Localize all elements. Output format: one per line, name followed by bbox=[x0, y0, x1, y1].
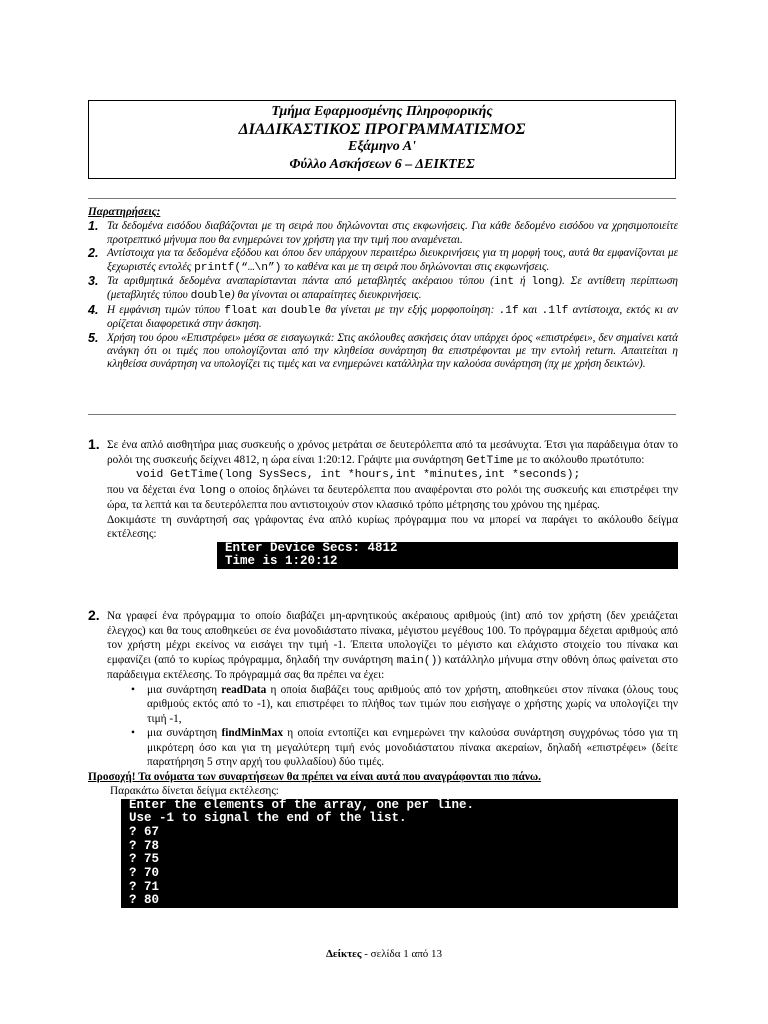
exercise-text: που να δέχεται ένα bbox=[107, 483, 199, 496]
function-name: findMinMax bbox=[221, 727, 283, 739]
department-title: Τμήμα Εφαρμοσμένης Πληροφορικής bbox=[271, 104, 493, 119]
note-text: Χρήση του όρου «Επιστρέφει» μέσα σε εισαγωγικά: Στις ακόλουθες ασκήσεις όταν υπάρχει όρος «επιστρέφει», δεν σημαίνει κατά ανάγκη ότι οι τιμές που υπολογίζονται από την κληθείσα συνάρτηση θα επιστρέφονται με την εντολή return. Απαιτείται η κληθείσα συνάρτηση να υπολογίζει τις τιμές και να ενημερώνει κατάλληλα την καλούσα συνάρτηση (πχ με χρήση δεικτών). bbox=[107, 331, 678, 371]
note-number: 4. bbox=[88, 302, 99, 317]
inline-code: int bbox=[493, 276, 515, 289]
requirement-item bbox=[107, 683, 678, 727]
exercise-paragraph bbox=[107, 609, 678, 683]
inline-code: printf(“…\n”) bbox=[194, 261, 282, 274]
semester-label: Εξάμηνο Α' bbox=[348, 139, 416, 154]
note-text-part: και bbox=[518, 303, 542, 316]
function-prototype: void GetTime(long SysSecs, int *hours,int *minutes,int *seconds); bbox=[136, 469, 581, 481]
note-item bbox=[88, 332, 678, 372]
terminal-line: ? 78 bbox=[129, 838, 160, 853]
inline-code: .1f bbox=[498, 304, 519, 317]
note-text: Τα δεδομένα εισόδου διαβάζονται με τη σειρά που δηλώνονται στις εκφωνήσεις. Για κάθε δεδομένο εισόδου να χρησιμοποιείτε προτρεπτικό μήνυμα που θα ενημερώνει τον χρήστη για την τιμή που αναμένεται. bbox=[107, 220, 678, 246]
sheet-title: Φύλλο Ασκήσεων 6 – ΔΕΙΚΤΕΣ bbox=[289, 156, 475, 172]
function-requirements bbox=[107, 683, 678, 770]
function-name: readData bbox=[221, 683, 267, 696]
note-text-part: το καθένα και με τη σειρά που δηλώνονται στις εκφωνήσεις. bbox=[281, 260, 550, 273]
divider-bottom bbox=[88, 414, 676, 415]
exercise-text: ο οποίος δηλώνει τα δευτερόλεπτα που αναφέρονται στο ρολόι της συσκευής και επιστρέφει την ώρα, τα λεπτά και τα δευτερόλεπτα που αντιστοιχούν στον κλασικό τρόπο μέτρησης του χρόνου της ημέρας. bbox=[107, 483, 678, 511]
terminal-line: ? 67 bbox=[129, 824, 160, 839]
inline-code: long bbox=[531, 276, 559, 289]
note-text-part: Αντίστοιχα για τα δεδομένα εξόδου και όπου δεν υπάρχουν περαιτέρω διευκρινήσεις για τη μορφή τους, αυτά θα εμφανίζονται με ξεχωριστές εντολές bbox=[107, 247, 678, 273]
requirement-text: η οποία διαβάζει τους αριθμούς από τον χρήστη, αποθηκεύει στον πίνακα (όλους τους αριθμούς εκτός από το -1), και επιστρέφει το πλήθος των τιμών που εισήγαγε ο χρήστης χωρίς να υπολογίζει την τιμή -1, bbox=[147, 683, 678, 725]
note-text-part: αντίστοιχα, εκτός κι αν ορίζεται διαφορετικά στην άσκηση. bbox=[107, 303, 679, 331]
inline-code: double bbox=[280, 304, 321, 317]
note-text bbox=[107, 247, 678, 275]
note-text-part: Η εμφάνιση τιμών τύπου bbox=[107, 303, 225, 316]
note-text-part: θα γίνεται με την εξής μορφοποίηση: bbox=[320, 303, 499, 316]
note-number: 2. bbox=[88, 246, 99, 261]
warning-note: Προσοχή! Τα ονόματα των συναρτήσεων θα πρέπει να είναι αυτά που αναγράφονται πιο πάνω. bbox=[88, 770, 541, 783]
terminal-line: Enter the elements of the array, one per line. bbox=[129, 797, 475, 812]
requirement-text: μια συνάρτηση bbox=[147, 727, 222, 739]
inline-code: GetTime bbox=[466, 454, 514, 467]
inline-code: long bbox=[198, 484, 226, 497]
note-item bbox=[88, 275, 678, 304]
inline-code: .1lf bbox=[541, 304, 569, 317]
title-box bbox=[88, 100, 676, 179]
exercise-paragraph bbox=[107, 483, 678, 513]
note-number: 1. bbox=[88, 219, 99, 234]
terminal-output bbox=[217, 542, 678, 569]
note-text-part: ). Σε αντίθετη περίπτωση (μεταβλητές τύπου bbox=[107, 275, 678, 302]
terminal-output bbox=[121, 799, 678, 909]
note-number: 3. bbox=[88, 274, 99, 289]
bullet-icon: • bbox=[131, 683, 135, 696]
terminal-line: Use -1 to signal the end of the list. bbox=[129, 811, 407, 826]
terminal-line: ? 71 bbox=[129, 879, 160, 894]
sample-intro: Παρακάτω δίνεται δείγμα εκτέλεσης: bbox=[110, 785, 279, 797]
terminal-line: ? 80 bbox=[129, 893, 160, 908]
terminal-sample bbox=[217, 542, 678, 569]
terminal-line: ? 75 bbox=[129, 852, 160, 867]
exercise-paragraph: Δοκιμάστε τη συνάρτησή σας γράφοντας ένα απλό κυρίως πρόγραμμα που να μπορεί να παράγει το ακόλουθο δείγμα εκτέλεσης: bbox=[107, 513, 678, 540]
terminal-line: Time is 1:20:12 bbox=[225, 554, 338, 569]
note-text-part: και bbox=[257, 303, 281, 316]
exercise-text: ) κατάλληλο μήνυμα στην οθόνη όπως φαίνεται στο παράδειγμα εκτέλεσης. Το πρόγραμμά σας θα πρέπει να έχει: bbox=[107, 653, 678, 681]
note-text-part: ) θα γίνονται οι απαραίτητες διευκρινήσεις. bbox=[230, 289, 422, 302]
note-item bbox=[88, 220, 678, 247]
requirement-text: μια συνάρτηση bbox=[147, 683, 222, 696]
inline-code: main() bbox=[396, 654, 438, 667]
exercise-paragraph bbox=[107, 438, 678, 468]
terminal-sample bbox=[121, 799, 678, 909]
exercise-text: Να γραφεί ένα πρόγραμμα το οποίο διαβάζει μη-αρνητικούς ακέραιους αριθμούς (int) από τον χρήστη (δεν χρειάζεται έλεγχος) και θα τους αποθηκεύει σε ένα μονοδιάστατο πίνακα, μέγιστου μεγέθους 100. Το πρόγραμμα δέχεται αριθμούς από τον χρήστη μέχρι εκείνος να εισάγει την τιμή -1. Έπειτα υπολογίζει το μέγιστο και ελάχιστο στοιχείο του πίνακα και εμφανίζει (από το κυρίως πρόγραμμα, δηλαδή την συνάρτηση bbox=[107, 610, 678, 666]
exercise-1 bbox=[88, 438, 678, 569]
exercise-text: Σε ένα απλό αισθητήρα μιας συσκευής ο χρόνος μετράται σε δευτερόλεπτα από τα μεσάνυχτα. Έτσι για παράδειγμα όταν το ρολόι της συσκευής δείχνει 4812, η ώρα είναι 1:20:12. Γράψτε μια συνάρτηση bbox=[107, 439, 678, 466]
footer-topic: Δείκτες bbox=[325, 948, 362, 960]
note-item bbox=[88, 304, 678, 332]
exercise-2 bbox=[88, 609, 678, 908]
terminal-line: ? 70 bbox=[129, 866, 160, 881]
exercise-number: 2. bbox=[88, 607, 100, 623]
inline-code: double bbox=[190, 290, 231, 303]
note-text-part: Τα αριθμητικά δεδομένα αναπαρίστανται πάντα από μεταβλητές ακέραιου τύπου ( bbox=[107, 275, 494, 288]
page-footer bbox=[0, 948, 768, 960]
footer-page-number: - σελίδα 1 από 13 bbox=[361, 948, 443, 960]
divider-top bbox=[88, 198, 676, 199]
requirement-text: η οποία εντοπίζει και ενημερώνει την καλούσα συνάρτηση συγχρόνως τόσο για τη μικρότερη όσο και για τη μεγαλύτερη τιμή ενός μονοδιάστατου πίνακα ακεραίων, δηλαδή «επιστρέφει» (δείτε παρατήρηση 5 στην αρχή του φυλλαδίου) δύο τιμές. bbox=[147, 727, 678, 768]
exercise-text: με το ακόλουθο πρωτότυπο: bbox=[513, 453, 645, 466]
terminal-line: Enter Device Secs: 4812 bbox=[225, 540, 398, 555]
exercise-number: 1. bbox=[88, 436, 100, 452]
inline-code: float bbox=[224, 304, 258, 317]
notes-section bbox=[88, 206, 678, 372]
course-title: ΔΙΑΔΙΚΑΣΤΙΚΟΣ ΠΡΟΓΡΑΜΜΑΤΙΣΜΟΣ bbox=[238, 120, 526, 138]
note-number: 5. bbox=[88, 330, 99, 345]
note-text bbox=[107, 304, 678, 332]
note-item bbox=[88, 247, 678, 275]
requirement-item bbox=[107, 726, 678, 770]
note-text-part: ή bbox=[514, 275, 532, 288]
note-text bbox=[107, 275, 678, 304]
notes-title: Παρατηρήσεις: bbox=[88, 206, 161, 218]
bullet-icon: • bbox=[131, 727, 135, 739]
